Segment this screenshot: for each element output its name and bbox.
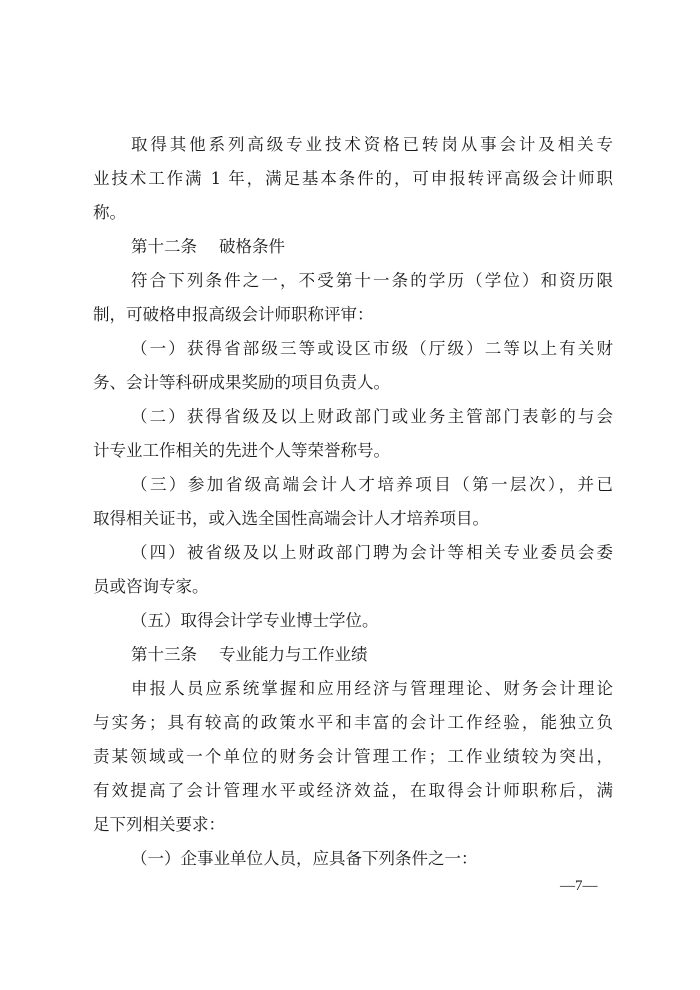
page-number: —7—: [560, 878, 598, 894]
article-title: 专业能力与工作业绩: [219, 645, 368, 664]
article-title: 破格条件: [219, 237, 285, 256]
list-item-4: （四）被省级及以上财政部门聘为会计等相关专业委员会委: [131, 543, 613, 562]
list-item-3-cont: 取得相关证书，或入选全国性高端会计人才培养项目。: [93, 509, 489, 528]
list-item-2: （二）获得省级及以上财政部门或业务主管部门表彰的与会: [131, 407, 613, 426]
article-12-heading: [93, 230, 613, 264]
list-item-3: （三）参加省级高端会计人才培养项目（第一层次），并已: [131, 475, 613, 494]
list-item-2-cont: 计专业工作相关的先进个人等荣誉称号。: [93, 441, 390, 460]
list-item-1: （一）获得省部级三等或设区市级（厅级）二等以上有关财: [131, 339, 613, 358]
paragraph-line: 有效提高了会计管理水平或经济效益，在取得会计师职称后，满: [93, 781, 613, 800]
list-item-4-cont: 员或咨询专家。: [93, 577, 209, 596]
paragraph-line: 称。: [93, 203, 126, 222]
paragraph-line: 制，可破格申报高级会计师职称评审：: [93, 305, 374, 324]
article-number: 第十二条: [131, 237, 197, 256]
paragraph-line: 业技术工作满 1 年，满足基本条件的，可申报转评高级会计师职: [93, 169, 613, 188]
paragraph-line: 符合下列条件之一，不受第十一条的学历（学位）和资历限: [131, 271, 613, 290]
paragraph-line: 与实务；具有较高的政策水平和丰富的会计工作经验，能独立负: [93, 713, 613, 732]
document-page: [93, 128, 613, 876]
paragraph-line: 取得其他系列高级专业技术资格已转岗从事会计及相关专: [131, 135, 613, 154]
sub-item-1: （一）企事业单位人员，应具备下列条件之一：: [131, 849, 478, 868]
article-number: 第十三条: [131, 645, 197, 664]
paragraph-line: 足下列相关要求：: [93, 815, 225, 834]
list-item-5: （五）取得会计学专业博士学位。: [131, 611, 379, 630]
list-item-1-cont: 务、会计等科研成果奖励的项目负责人。: [93, 373, 390, 392]
paragraph-line: 责某领域或一个单位的财务会计管理工作；工作业绩较为突出，: [93, 747, 613, 766]
article-13-heading: [93, 638, 613, 672]
paragraph-line: 申报人员应系统掌握和应用经济与管理理论、财务会计理论: [131, 679, 613, 698]
